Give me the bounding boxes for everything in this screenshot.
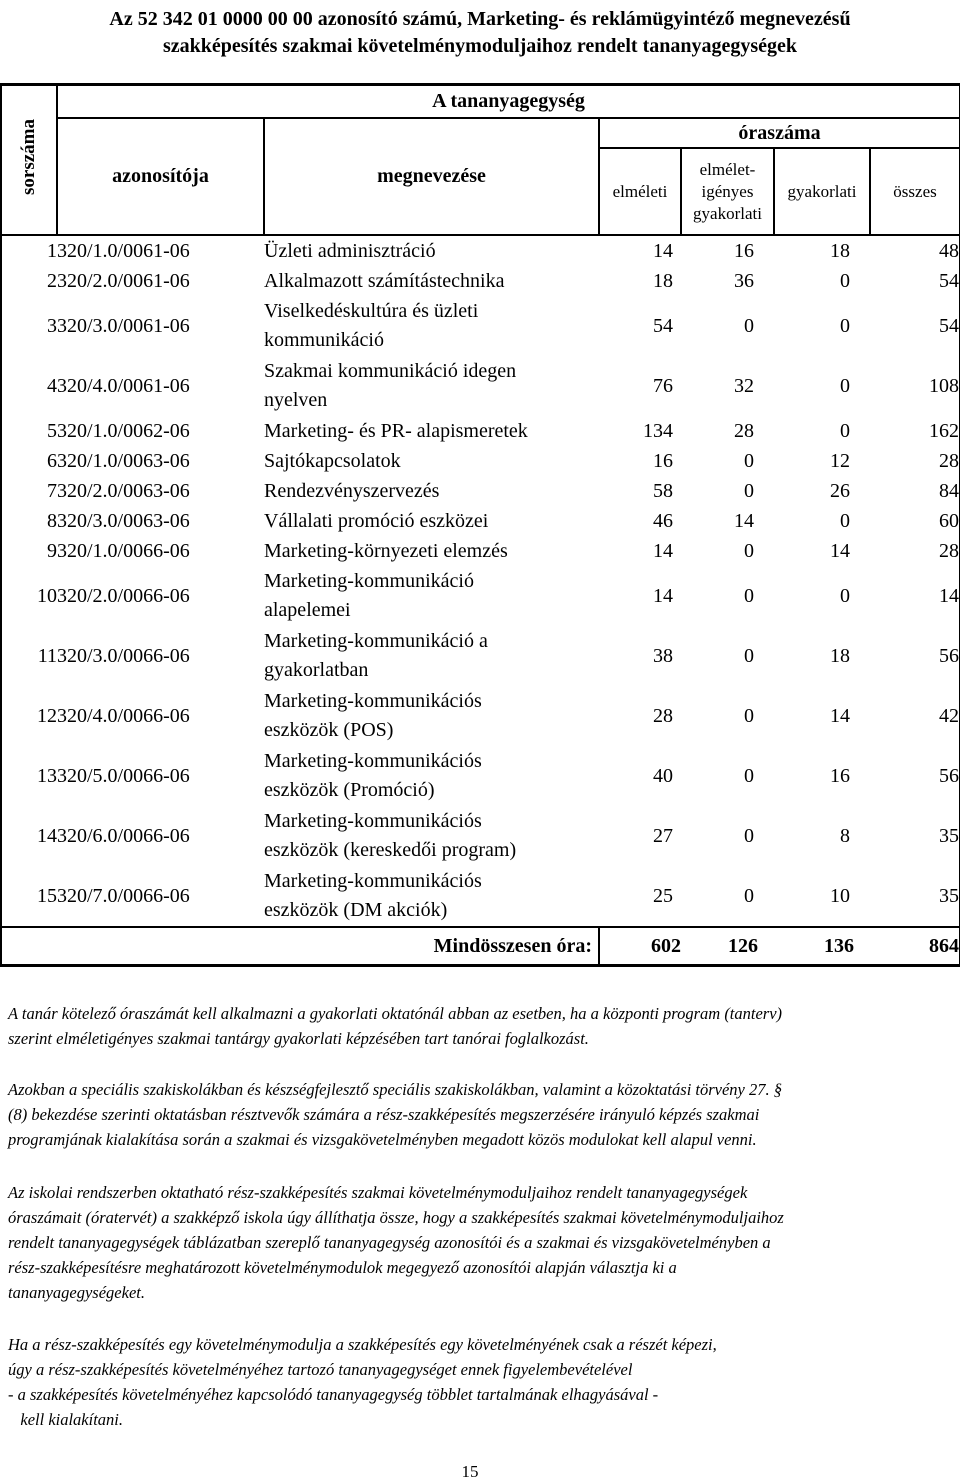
row-number: 1 [47, 239, 57, 262]
row-megnevezes-line: alapelemei [264, 599, 351, 621]
table-row [2, 626, 959, 686]
row-megnevezes-line: Marketing-kommunikációs [264, 690, 482, 712]
table-row [2, 296, 959, 356]
row-megnevezes-line: kommunikáció [264, 329, 384, 351]
row-megnevezes-line: Vállalati promóció eszközei [264, 509, 489, 532]
note-line: szerint elméletigényes szakmai tantárgy gyakorlati képzésében tart tanórai foglalkozást. [8, 1029, 589, 1048]
row-elmeletigenyes: 0 [744, 824, 754, 847]
total-row [2, 927, 959, 964]
table-row [2, 476, 959, 506]
row-elmeleti: 25 [653, 884, 673, 907]
row-number: 10 [37, 584, 57, 607]
row-megnevezes-line: gyakorlatban [264, 659, 369, 681]
row-elmeletigenyes: 0 [744, 644, 754, 667]
row-azonosito: 320/7.0/0066-06 [57, 884, 190, 907]
row-elmeletigenyes: 36 [734, 269, 754, 292]
header-sorszama: sorszáma [2, 86, 57, 235]
note-line: rész-szakképesítésre meghatározott követelménymodulok megegyező azonosítói alapján választja ki a [8, 1258, 677, 1277]
table-row [2, 806, 959, 866]
row-number: 7 [47, 479, 57, 502]
row-elmeletigenyes: 0 [744, 539, 754, 562]
row-elmeleti: 18 [653, 269, 673, 292]
row-elmeleti: 46 [653, 509, 673, 532]
row-gyakorlati: 14 [830, 704, 850, 727]
row-elmeleti: 16 [653, 449, 673, 472]
row-gyakorlati: 10 [830, 884, 850, 907]
row-elmeleti: 54 [653, 314, 673, 337]
row-megnevezes-line: Rendezvényszervezés [264, 479, 440, 502]
note-paragraph [8, 1180, 948, 1305]
row-megnevezes-line: Marketing-kommunikáció [264, 570, 474, 592]
row-megnevezes-line: nyelven [264, 389, 328, 411]
row-azonosito: 320/1.0/0062-06 [57, 419, 190, 442]
row-osszes: 28 [939, 539, 960, 562]
row-elmeletigenyes: 0 [744, 704, 754, 727]
note-paragraph [8, 1077, 948, 1152]
row-osszes: 14 [939, 584, 960, 607]
row-osszes: 60 [939, 509, 960, 532]
row-elmeleti: 28 [653, 704, 673, 727]
row-elmeletigenyes: 28 [734, 419, 754, 442]
row-osszes: 35 [939, 824, 960, 847]
row-megnevezes-line: Sajtókapcsolatok [264, 449, 401, 472]
row-azonosito: 320/5.0/0066-06 [57, 764, 190, 787]
table-row [2, 506, 959, 536]
row-megnevezes [264, 416, 599, 446]
row-megnevezes-line: Marketing-kommunikáció a [264, 630, 488, 652]
row-elmeleti: 76 [653, 374, 673, 397]
note-line: (8) bekezdése szerinti oktatásban résztvevők számára a rész-szakképesítés megszerzésére irányuló képzés szakmai [8, 1105, 760, 1124]
row-megnevezes [264, 686, 599, 746]
header-azonositoja: azonosítója [57, 118, 264, 235]
row-number: 3 [47, 314, 57, 337]
table-row [2, 416, 959, 446]
row-number: 12 [37, 704, 57, 727]
row-osszes: 54 [939, 314, 960, 337]
table-row [2, 566, 959, 626]
row-azonosito: 320/3.0/0066-06 [57, 644, 190, 667]
document-title [0, 6, 960, 60]
table-row [2, 746, 959, 806]
row-elmeletigenyes: 0 [744, 479, 754, 502]
header-osszes: összes [870, 148, 959, 235]
total-gyakorlati: 136 [774, 927, 870, 964]
note-line: Azokban a speciális szakiskolákban és készségfejlesztő speciális szakiskolákban, valamint a közoktatási törvény 27. § [8, 1080, 783, 1099]
row-gyakorlati: 14 [830, 539, 850, 562]
note-line: úgy a rész-szakképesítés követelményéhez tartozó tananyagegységet ennek figyelembevételével [8, 1360, 633, 1379]
row-megnevezes [264, 506, 599, 536]
title-line-2: szakképesítés szakmai követelménymoduljaihoz rendelt tananyagegységek [162, 35, 798, 57]
row-gyakorlati: 0 [840, 314, 850, 337]
row-megnevezes [264, 446, 599, 476]
row-megnevezes-line: Alkalmazott számítástechnika [264, 269, 505, 292]
note-line: Az iskolai rendszerben oktatható rész-szakképesítés szakmai követelménymoduljaihoz rendelt tananyagegységek [8, 1183, 748, 1202]
note-paragraph [8, 1332, 948, 1432]
table-row [2, 356, 959, 416]
row-gyakorlati: 0 [840, 269, 850, 292]
note-line: tananyagegységeket. [8, 1283, 145, 1302]
row-elmeletigenyes: 0 [744, 314, 754, 337]
row-megnevezes-line: Marketing-kommunikációs [264, 750, 482, 772]
row-number: 6 [47, 449, 57, 472]
row-megnevezes-line: Viselkedéskultúra és üzleti [264, 300, 479, 322]
row-megnevezes-line: eszközök (POS) [264, 719, 394, 741]
row-osszes: 84 [939, 479, 960, 502]
note-line: A tanár kötelező óraszámát kell alkalmazni a gyakorlati oktatónál abban az esetben, ha a központi program (tanterv) [8, 1004, 783, 1023]
row-number: 4 [47, 374, 57, 397]
row-azonosito: 320/2.0/0063-06 [57, 479, 190, 502]
row-gyakorlati: 18 [830, 239, 850, 262]
row-osszes: 48 [939, 239, 960, 262]
row-megnevezes-line: eszközök (DM akciók) [264, 899, 448, 921]
row-gyakorlati: 12 [830, 449, 850, 472]
row-number: 2 [47, 269, 57, 292]
row-megnevezes-line: Marketing-kommunikációs [264, 810, 482, 832]
row-megnevezes-line: Szakmai kommunikáció idegen [264, 360, 517, 382]
row-azonosito: 320/4.0/0061-06 [57, 374, 190, 397]
row-megnevezes-line: Marketing-kommunikációs [264, 870, 482, 892]
note-paragraph [8, 1001, 948, 1051]
row-elmeleti: 27 [653, 824, 673, 847]
header-elmeleti: elméleti [599, 148, 681, 235]
row-number: 13 [37, 764, 57, 787]
row-megnevezes [264, 266, 599, 296]
row-azonosito: 320/4.0/0066-06 [57, 704, 190, 727]
row-osszes: 56 [939, 764, 960, 787]
table-row [2, 266, 959, 296]
row-elmeletigenyes: 16 [734, 239, 754, 262]
header-elmeletigenyes: elmélet- igényes gyakorlati [681, 148, 774, 235]
row-gyakorlati: 0 [840, 509, 850, 532]
row-megnevezes [264, 235, 599, 266]
row-gyakorlati: 0 [840, 419, 850, 442]
row-elmeleti: 14 [653, 584, 673, 607]
row-number: 15 [37, 884, 57, 907]
row-gyakorlati: 18 [830, 644, 850, 667]
row-gyakorlati: 26 [830, 479, 850, 502]
row-megnevezes-line: Marketing-környezeti elemzés [264, 539, 508, 562]
note-line: - a szakképesítés követelményéhez kapcsolódó tananyagegység többlet tartalmának elhagyásával - [8, 1385, 659, 1404]
row-azonosito: 320/6.0/0066-06 [57, 824, 190, 847]
row-elmeleti: 58 [653, 479, 673, 502]
page-number: 15 [461, 1462, 479, 1481]
row-megnevezes-line: Marketing- és PR- alapismeretek [264, 419, 528, 442]
row-megnevezes-line: eszközök (Promóció) [264, 779, 435, 801]
total-label: Mindösszesen óra: [2, 927, 599, 964]
row-number: 9 [47, 539, 57, 562]
header-oraszama: óraszáma [599, 118, 959, 148]
row-megnevezes-line: Üzleti adminisztráció [264, 239, 436, 262]
row-elmeleti: 38 [653, 644, 673, 667]
row-elmeleti: 14 [653, 539, 673, 562]
row-azonosito: 320/1.0/0061-06 [57, 239, 190, 262]
row-megnevezes [264, 476, 599, 506]
note-line: programjának kialakítása során a szakmai és vizsgakövetelményben megadott közös modulokat kell alapul venni. [8, 1130, 757, 1149]
row-azonosito: 320/2.0/0066-06 [57, 584, 190, 607]
row-elmeletigenyes: 14 [734, 509, 754, 532]
table-row [2, 536, 959, 566]
row-number: 14 [37, 824, 57, 847]
row-megnevezes [264, 626, 599, 686]
table-row [2, 686, 959, 746]
row-osszes: 35 [939, 884, 960, 907]
row-megnevezes [264, 536, 599, 566]
row-azonosito: 320/2.0/0061-06 [57, 269, 190, 292]
row-megnevezes [264, 746, 599, 806]
note-line: rendelt tananyagegységek táblázatban szereplő tananyagegység azonosítói és a szakmai és vizsgakövetelményben a [8, 1233, 771, 1252]
note-line: Ha a rész-szakképesítés egy követelménymodulja a szakképesítés egy követelményének csak a részét képezi, [8, 1335, 717, 1354]
row-osszes: 28 [939, 449, 960, 472]
row-elmeleti: 14 [653, 239, 673, 262]
row-osszes: 162 [929, 419, 960, 442]
row-elmeleti: 134 [643, 419, 673, 442]
row-gyakorlati: 0 [840, 374, 850, 397]
row-osszes: 54 [939, 269, 960, 292]
row-number: 11 [37, 644, 57, 667]
header-group: A tananyagegység [57, 86, 959, 118]
header-megnevezese: megnevezése [264, 118, 599, 235]
row-elmeletigenyes: 0 [744, 764, 754, 787]
row-osszes: 42 [939, 704, 960, 727]
row-azonosito: 320/3.0/0061-06 [57, 314, 190, 337]
note-line: óraszámait (óratervét) a szakképző iskola úgy állíthatja össze, hogy a szakképesítés szakmai követelménymoduljaihoz [8, 1208, 784, 1227]
row-megnevezes [264, 296, 599, 356]
note-line: kell kialakítani. [8, 1410, 124, 1429]
header-gyakorlati: gyakorlati [774, 148, 870, 235]
total-elmeleti: 602 [599, 927, 681, 964]
row-elmeletigenyes: 0 [744, 449, 754, 472]
row-osszes: 56 [939, 644, 960, 667]
row-number: 5 [47, 419, 57, 442]
row-elmeletigenyes: 32 [734, 374, 754, 397]
row-azonosito: 320/1.0/0066-06 [57, 539, 190, 562]
row-elmeletigenyes: 0 [744, 884, 754, 907]
total-elmeletigenyes: 126 [681, 927, 774, 964]
row-osszes: 108 [929, 374, 960, 397]
row-megnevezes [264, 566, 599, 626]
row-azonosito: 320/1.0/0063-06 [57, 449, 190, 472]
row-megnevezes [264, 806, 599, 866]
row-megnevezes [264, 866, 599, 927]
table-row [2, 866, 959, 927]
row-number: 8 [47, 509, 57, 532]
row-gyakorlati: 8 [840, 824, 850, 847]
table-row [2, 235, 959, 266]
row-azonosito: 320/3.0/0063-06 [57, 509, 190, 532]
total-osszes: 864 [870, 927, 959, 964]
row-megnevezes [264, 356, 599, 416]
row-elmeletigenyes: 0 [744, 584, 754, 607]
title-line-1: Az 52 342 01 0000 00 00 azonosító számú, Marketing- és reklámügyintéző megnevezésű [109, 8, 851, 30]
row-megnevezes-line: eszközök (kereskedői program) [264, 839, 517, 861]
tananyagegyseg-table [2, 86, 959, 964]
row-gyakorlati: 0 [840, 584, 850, 607]
table-row [2, 446, 959, 476]
row-gyakorlati: 16 [830, 764, 850, 787]
row-elmeleti: 40 [653, 764, 673, 787]
